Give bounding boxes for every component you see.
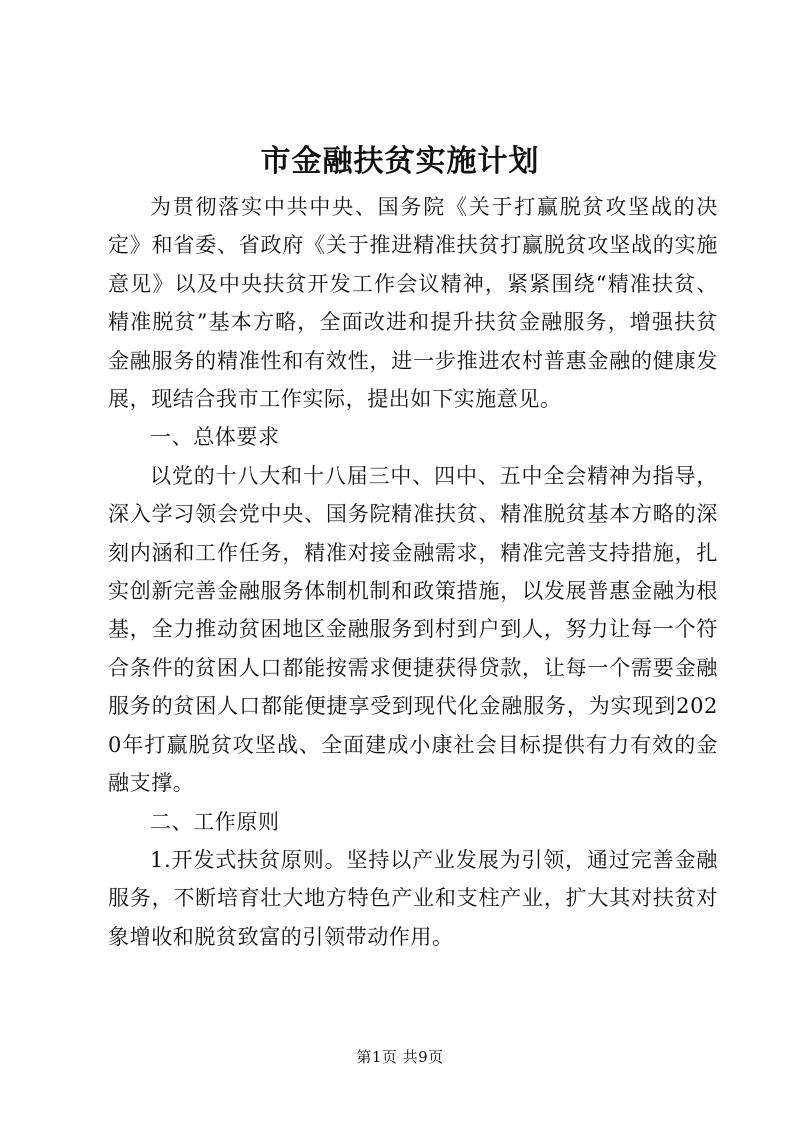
section-heading-general-requirements: 一、总体要求 (150, 425, 280, 450)
general-requirements-paragraph: 以党的十八大和十八届三中、四中、五中全会精神为指导，深入学习领会党中央、国务院精准扶贫、精准脱贫基本方略的深刻内涵和工作任务，精准对接金融需求，精准完善支持措施，扎实创新完善金融服务体制机制和政策措施，以发展普惠金融为根基，全力推动贫困地区金融服务到村到户到人，努力让每一个符合条件的贫困人口都能按需求便捷获得贷款，让每一个需要金融服务的贫困人口都能便捷享受到现代化金融服务，为实现到2020年打赢脱贫攻坚战、全面建成小康社会目标提供有力有效的金融支撑。 (108, 463, 718, 796)
page-footer: 第1页 共9页 (356, 1048, 444, 1066)
document-body (108, 188, 718, 956)
section-heading-work-principles: 二、工作原则 (150, 809, 280, 834)
intro-paragraph: 为贯彻落实中共中央、国务院《关于打赢脱贫攻坚战的决定》和省委、省政府《关于推进精准扶贫打赢脱贫攻坚战的实施意见》以及中央扶贫开发工作会议精神，紧紧围绕“精准扶贫、精准脱贫”基本方略，全面改进和提升扶贫金融服务，增强扶贫金融服务的精准性和有效性，进一步推进农村普惠金融的健康发展，现结合我市工作实际，提出如下实施意见。 (108, 195, 718, 412)
principle-1-paragraph: 1.开发式扶贫原则。坚持以产业发展为引领，通过完善金融服务，不断培育壮大地方特色产业和支柱产业，扩大其对扶贫对象增收和脱贫致富的引领带动作用。 (108, 847, 718, 949)
page-title: 市金融扶贫实施计划 (260, 144, 540, 179)
